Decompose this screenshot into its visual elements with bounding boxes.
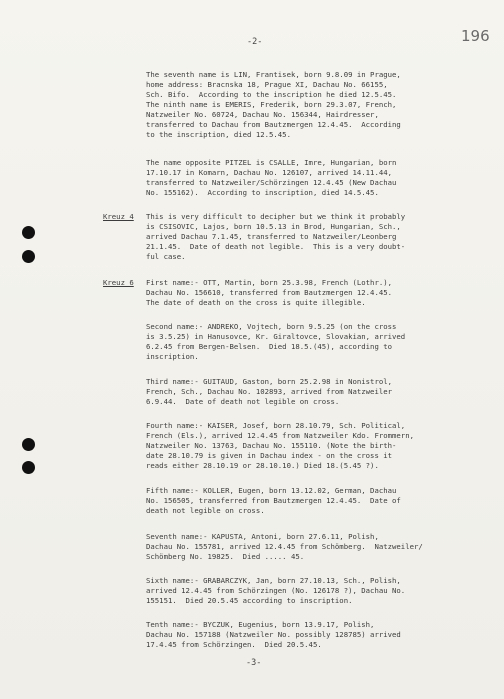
text-line: 21.1.45. Date of death not legible. This is a very doubt- bbox=[146, 242, 406, 251]
text-line: arrived Dachau 7.1.45, transferred to Natzweiler/Leonberg bbox=[146, 232, 397, 241]
text-line: First name:- OTT, Martin, born 25.3.98, French (Lothr.), bbox=[146, 278, 393, 287]
text-line: Dachau No. 155781, arrived 12.4.45 from Schömberg. Natzweiler/ bbox=[146, 542, 423, 551]
cross-label: Kreuz 6 bbox=[103, 278, 134, 287]
page-number: -2- bbox=[247, 37, 263, 47]
text-line: The ninth name is EMERIS, Frederik, born 29.3.07, French, bbox=[146, 100, 397, 109]
text-line: is CSISOVIC, Lajos, born 10.5.13 in Brod, Hungarian, Sch., bbox=[146, 222, 401, 231]
punch-hole bbox=[22, 226, 35, 239]
cross-label: Kreuz 4 bbox=[103, 212, 134, 221]
text-line: The seventh name is LIN, Frantisek, born 9.8.09 in Prague, bbox=[146, 70, 401, 79]
text-line: transferred to Natzweiler/Schörzingen 12.4.45 (New Dachau bbox=[146, 178, 397, 187]
text-line: home address: Bracnska 18, Prague XI, Dachau No. 66155, bbox=[146, 80, 388, 89]
text-line: Dachau No. 156610, transferred from Bautzmergen 12.4.45. bbox=[146, 288, 393, 297]
handwritten-page-number: 196 bbox=[461, 27, 490, 45]
text-line: Third name:- GUITAUD, Gaston, born 25.2.98 in Nonistrol, bbox=[146, 377, 393, 386]
text-line: 6.9.44. Date of death not legible on cross. bbox=[146, 397, 340, 406]
text-line: Second name:- ANDREKO, Vojtech, born 9.5.25 (on the cross bbox=[146, 322, 397, 331]
text-line: is 3.5.25) in Hanusovce, Kr. Giraltovce, Slovakian, arrived bbox=[146, 332, 406, 341]
text-line: Schömberg No. 19825. Died ..... 45. bbox=[146, 552, 305, 561]
text-line: Natzweiler No. 60724, Dachau No. 156344, Hairdresser, bbox=[146, 110, 379, 119]
text-line: ful case. bbox=[146, 252, 186, 261]
text-line: The date of death on the cross is quite illegible. bbox=[146, 298, 366, 307]
text-line: French (Els.), arrived 12.4.45 from Natzweiler Kdo. Frommern, bbox=[146, 431, 414, 440]
text-line: Natzweiler No. 13763, Dachau No. 155110. (Note the birth- bbox=[146, 441, 397, 450]
text-line: Tenth name:- BYCZUK, Eugenius, born 13.9.17, Polish, bbox=[146, 620, 375, 629]
text-line: 17.4.45 from Schörzingen. Died 20.5.45. bbox=[146, 640, 322, 649]
text-line: Dachau No. 157188 (Natzweiler No. possibly 128785) arrived bbox=[146, 630, 401, 639]
text-line: Fifth name:- KOLLER, Eugen, born 13.12.02, German, Dachau bbox=[146, 486, 397, 495]
text-line: reads either 28.10.19 or 28.10.10.) Died 18.(5.45 ?). bbox=[146, 461, 379, 470]
text-line: death not legible on cross. bbox=[146, 506, 265, 515]
text-line: date 28.10.79 is given in Dachau index - on the cross it bbox=[146, 451, 393, 460]
text-line: 17.10.17 in Komarn, Dachau No. 126107, arrived 14.11.44, bbox=[146, 168, 393, 177]
text-line: No. 155162). According to inscription, died 14.5.45. bbox=[146, 188, 379, 197]
footer-page-number: -3- bbox=[246, 658, 262, 668]
text-line: Sixth name:- GRABARCZYK, Jan, born 27.10.13, Sch., Polish, bbox=[146, 576, 401, 585]
text-line: inscription. bbox=[146, 352, 199, 361]
text-line: Sch. Bifo. According to the inscription he died 12.5.45. bbox=[146, 90, 397, 99]
text-line: This is very difficult to decipher but we think it probably bbox=[146, 212, 406, 221]
text-line: 155151. Died 20.5.45 according to inscription. bbox=[146, 596, 353, 605]
punch-hole bbox=[22, 438, 35, 451]
text-line: No. 156505, transferred from Bautzmergen 12.4.45. Date of bbox=[146, 496, 401, 505]
text-line: arrived 12.4.45 from Schörzingen (No. 126178 ?), Dachau No. bbox=[146, 586, 406, 595]
punch-hole bbox=[22, 250, 35, 263]
text-line: transferred to Dachau from Bautzmergen 12.4.45. According bbox=[146, 120, 401, 129]
text-line: French, Sch., Dachau No. 102893, arrived from Natzweiler bbox=[146, 387, 393, 396]
text-line: Fourth name:- KAISER, Josef, born 28.10.79, Sch. Political, bbox=[146, 421, 406, 430]
text-line: The name opposite PITZEL is CSALLE, Imre, Hungarian, born bbox=[146, 158, 397, 167]
punch-hole bbox=[22, 461, 35, 474]
text-line: Seventh name:- KAPUSTA, Antoni, born 27.6.11, Polish, bbox=[146, 532, 379, 541]
text-line: 6.2.45 from Bergen-Belsen. Died 18.5.(45), according to bbox=[146, 342, 393, 351]
text-line: to the inscription, died 12.5.45. bbox=[146, 130, 291, 139]
